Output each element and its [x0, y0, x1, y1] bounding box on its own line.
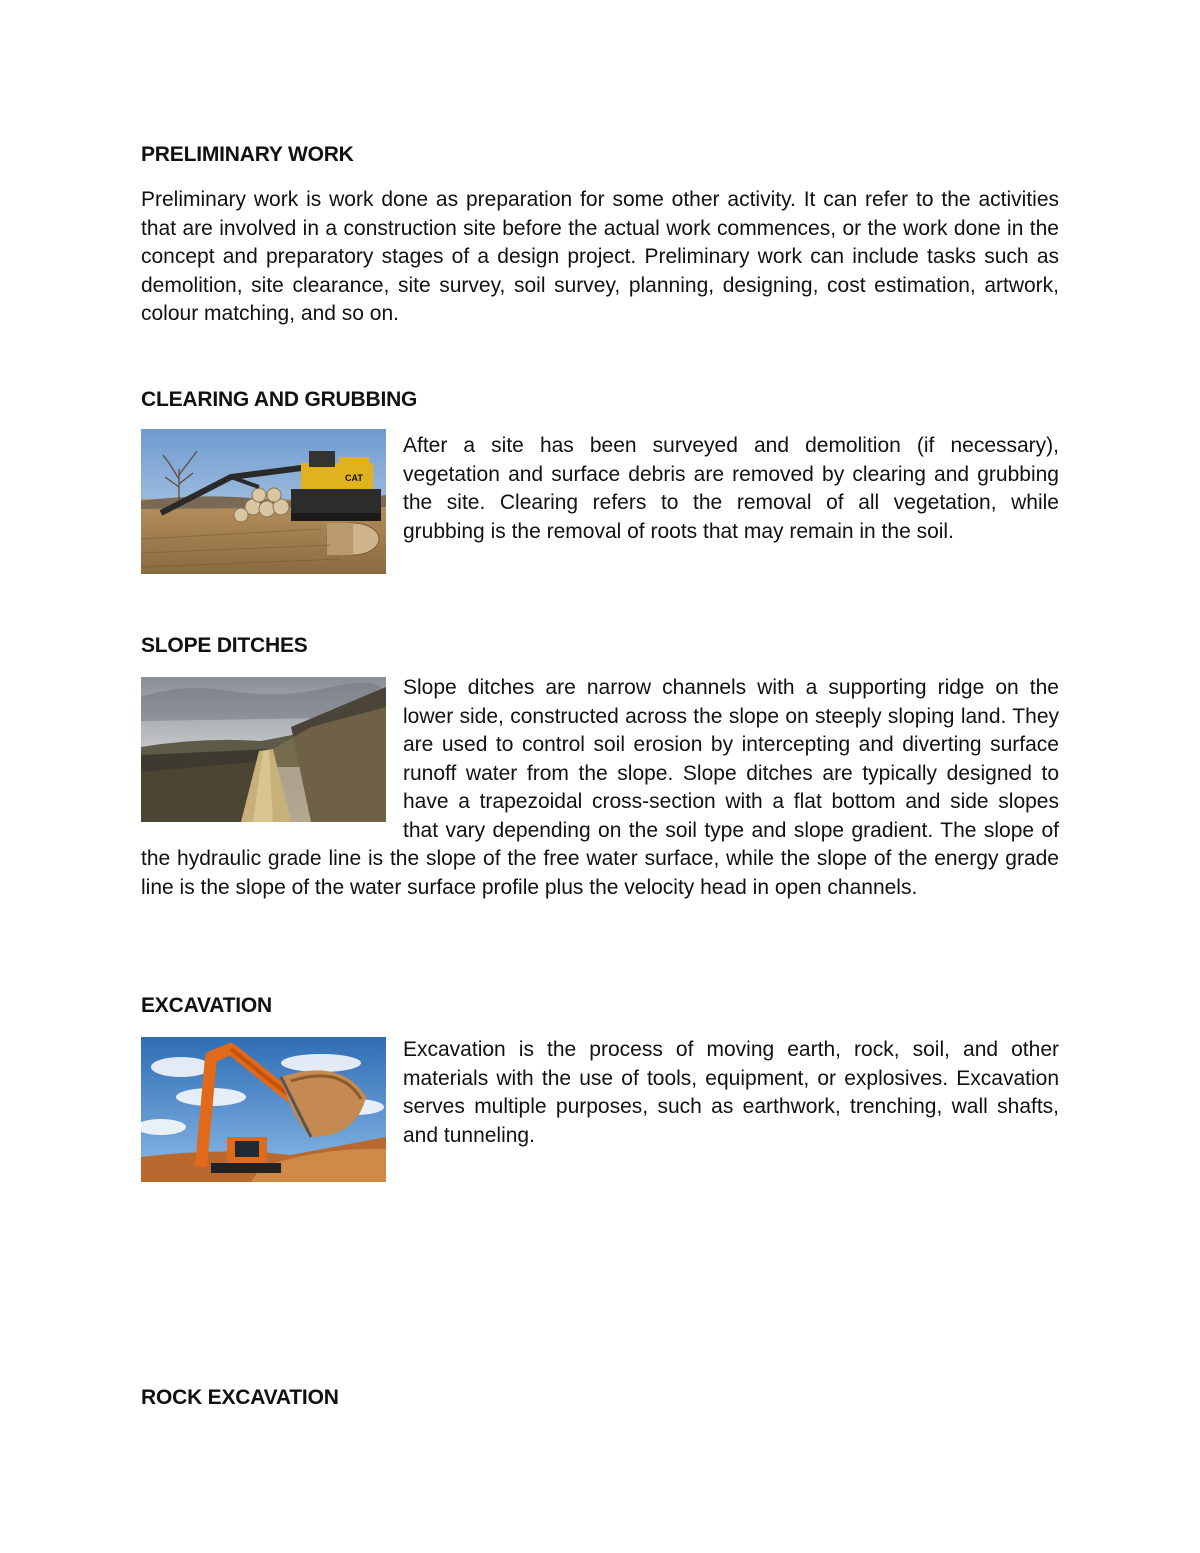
heading-clearing-and-grubbing: CLEARING AND GRUBBING [141, 388, 418, 411]
heading-excavation: EXCAVATION [141, 994, 273, 1017]
paragraph-excavation: Excavation is the process of moving earth, rock, soil, and other materials with the use of tools, equipment, or explosives. Excavation serves multiple purposes, such as earthwork, trenching, wall shafts, and tunneling. [403, 1038, 1059, 1147]
excavation-photo [141, 1037, 386, 1182]
clearing-grubbing-photo [141, 429, 386, 574]
paragraph-preliminary-work: Preliminary work is work done as preparation for some other activity. It can refer to the activities that are involved in a construction site before the actual work commences, or the work done in the concept and preparatory stages of a design project. Preliminary work can include tasks such as demolition, site clearance, site survey, soil survey, planning, designing, cost estimation, artwork, colour matching, and so on. [141, 188, 1059, 325]
paragraph-slope-ditches: Slope ditches are narrow channels with a supporting ridge on the lower side, constructed across the slope on steeply sloping land. They are used to control soil erosion by intercepting and diverting surface runoff water from the slope. Slope ditches are typically designed to have a trapezoidal cross-section with a flat bottom and side slopes that vary depending on the soil type and slope gradient. The slope of the hydraulic grade line is the slope of the free water surface, while the slope of the energy grade line is the slope of the water surface profile plus the velocity head in open channels. [141, 676, 1059, 899]
slope-ditches-photo [141, 677, 386, 822]
heading-preliminary-work: PRELIMINARY WORK [141, 143, 354, 166]
slope-ditches-block [141, 677, 1059, 902]
cat-logo: CAT [345, 473, 363, 483]
heading-rock-excavation: ROCK EXCAVATION [141, 1386, 339, 1409]
heading-slope-ditches: SLOPE DITCHES [141, 634, 308, 657]
paragraph-clearing-and-grubbing: After a site has been surveyed and demolition (if necessary), vegetation and surface debris are removed by clearing and grubbing the site. Clearing refers to the removal of all vegetation, while grubbing is the removal of roots that may remain in the soil. [403, 434, 1059, 543]
